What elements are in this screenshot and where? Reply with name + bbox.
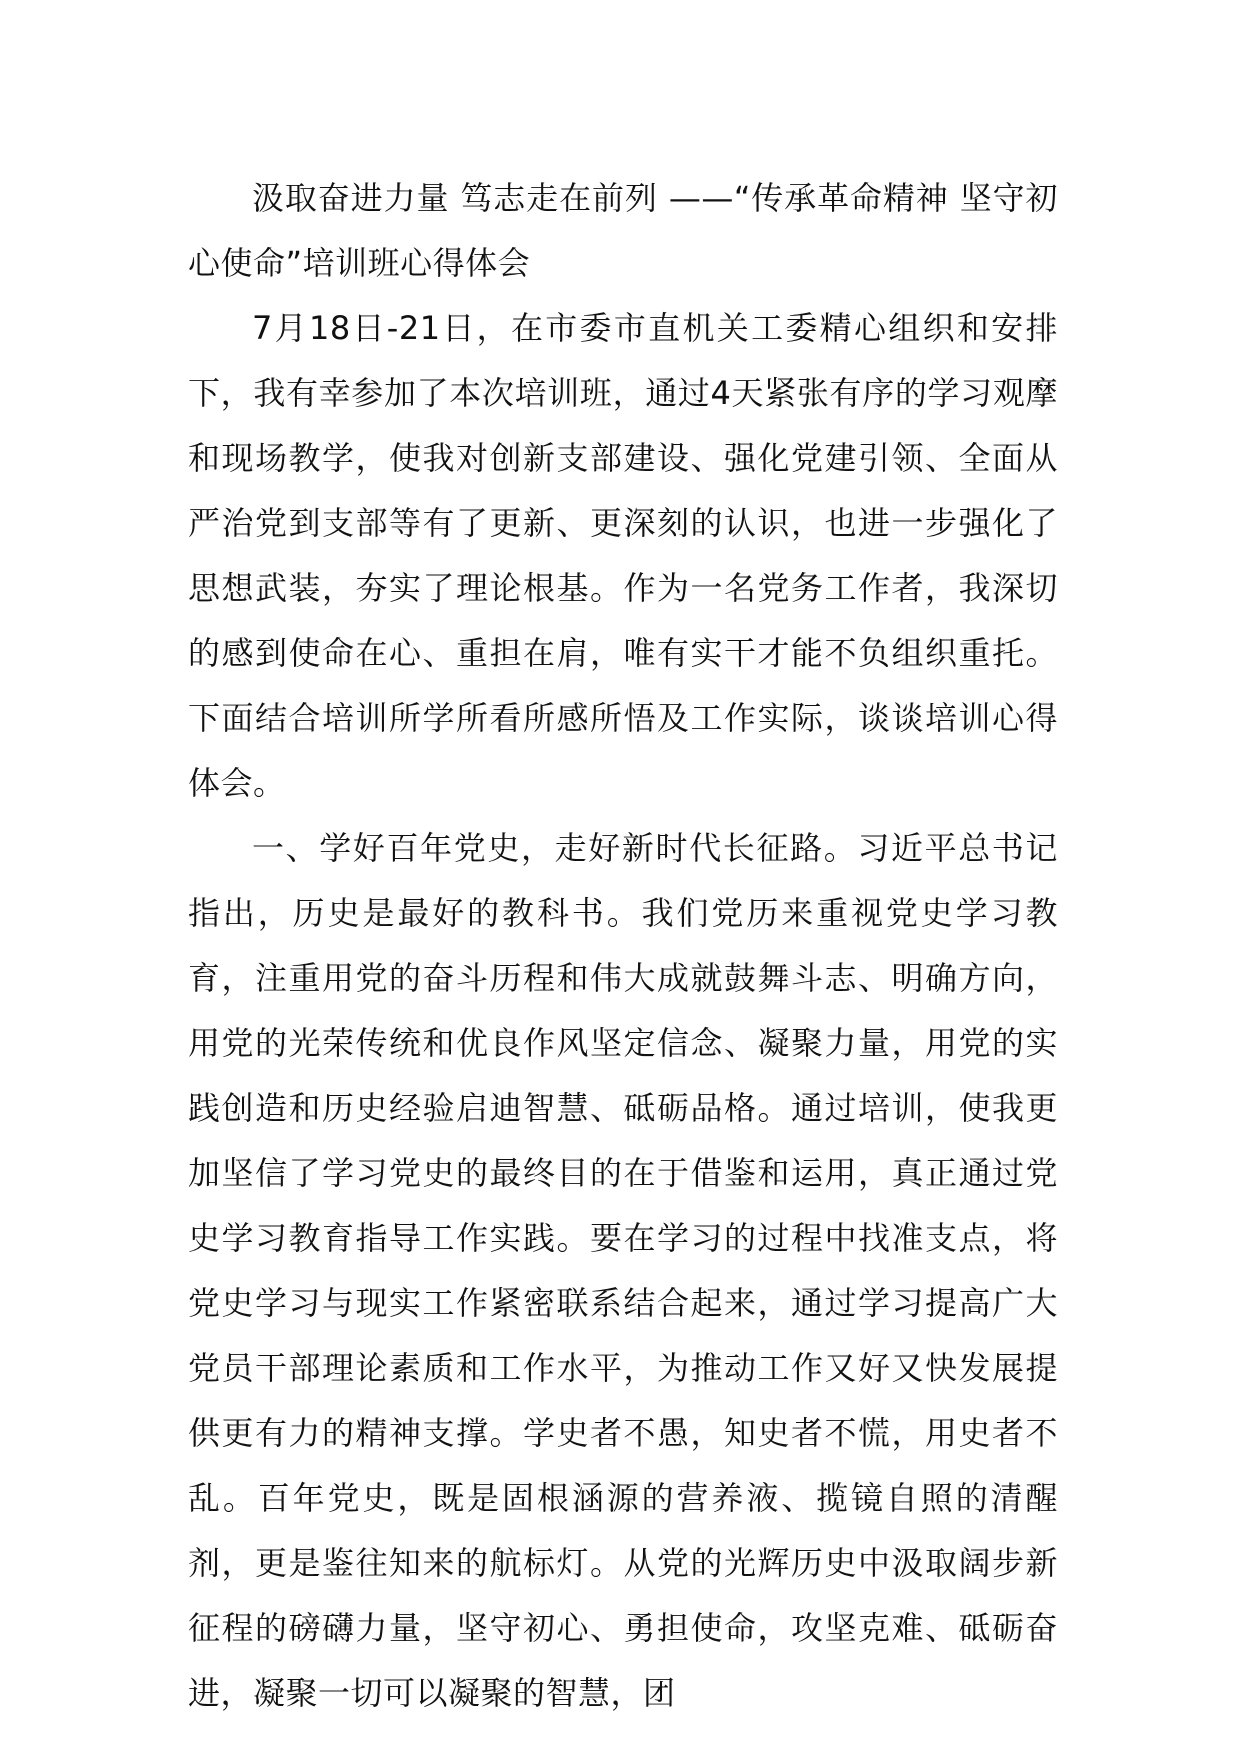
paragraph-intro: 7月18日-21日，在市委市直机关工委精心组织和安排下，我有幸参加了本次培训班，通过4天紧张有序的学习观摩和现场教学，使我对创新支部建设、强化党建引领、全面从严治党到支部等有了更新、更深刻的认识，也进一步强化了思想武装，夯实了理论根基。作为一名党务工作者，我深切的感到使命在心、重担在肩，唯有实干才能不负组织重托。下面结合培训所学所看所感所悟及工作实际，谈谈培训心得体会。 xyxy=(188,309,1058,802)
document-title: 汲取奋进力量 笃志走在前列 ——“传承革命精神 坚守初心使命”培训班心得体会 xyxy=(188,179,1058,282)
document-body xyxy=(188,166,1058,1726)
paragraph-section-one: 一、学好百年党史，走好新时代长征路。习近平总书记指出，历史是最好的教科书。我们党历来重视党史学习教育，注重用党的奋斗历程和伟大成就鼓舞斗志、明确方向，用党的光荣传统和优良作风坚定信念、凝聚力量，用党的实践创造和历史经验启迪智慧、砥砺品格。通过培训，使我更加坚信了学习党史的最终目的在于借鉴和运用，真正通过党史学习教育指导工作实践。要在学习的过程中找准支点，将党史学习与现实工作紧密联系结合起来，通过学习提高广大党员干部理论素质和工作水平，为推动工作又好又快发展提供更有力的精神支撑。学史者不愚，知史者不慌，用史者不乱。百年党史，既是固根涵源的营养液、揽镜自照的清醒剂，更是鉴往知来的航标灯。从党的光辉历史中汲取阔步新征程的磅礴力量，坚守初心、勇担使命，攻坚克难、砥砺奋进，凝聚一切可以凝聚的智慧，团 xyxy=(188,829,1058,1712)
